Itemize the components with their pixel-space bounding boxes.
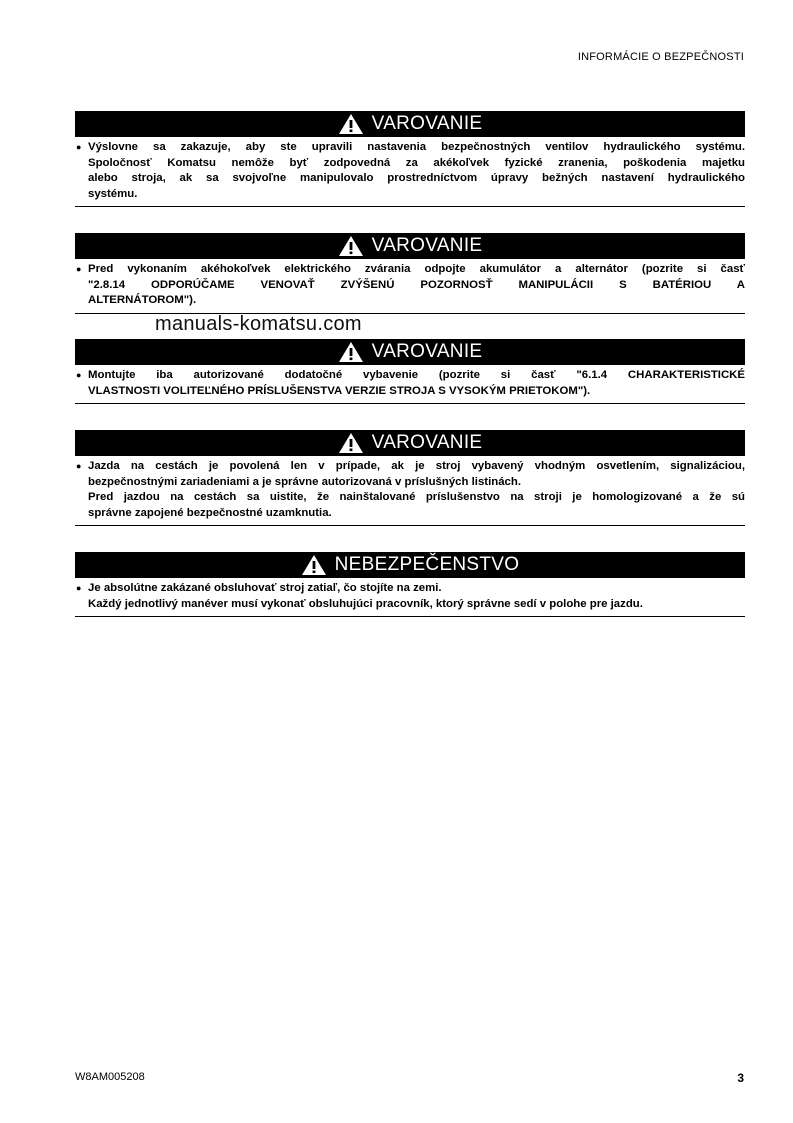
warning-text-line: bezpečnostnými zariadeniami a je správne autorizovaná v príslušných listinách. <box>88 475 521 488</box>
warning-text-line: alebo stroja, ak sa svojvoľne manipulovalo prostredníctvom úpravy bežných nastavení hydraulického <box>88 172 745 184</box>
warning-triangle-icon <box>338 432 364 454</box>
watermark-text: manuals-komatsu.com <box>155 313 362 335</box>
warning-list-item <box>75 140 745 202</box>
warning-heading-text: VAROVANIE <box>371 113 483 134</box>
warning-heading-bar <box>75 430 745 456</box>
danger-heading-text: NEBEZPEČENSTVO <box>334 554 520 575</box>
bullet-icon: ● <box>76 264 82 274</box>
danger-heading-bar <box>75 552 745 578</box>
warning-list-item <box>75 459 745 521</box>
warning-box-equipment <box>75 339 745 404</box>
warning-text-line: Výslovne sa zakazuje, aby ste upravili nastavenia bezpečnostných ventilov hydraulického systému. <box>88 141 745 153</box>
warning-box-welding <box>75 233 745 314</box>
warning-list-item <box>75 262 745 309</box>
warning-heading-text: VAROVANIE <box>371 235 483 256</box>
warning-triangle-icon <box>338 113 364 135</box>
warning-list-item <box>75 581 745 612</box>
bullet-icon: ● <box>76 583 82 593</box>
warning-text-line: správne zapojené bezpečnostné uzamknutia. <box>88 506 332 519</box>
bullet-icon: ● <box>76 370 82 380</box>
bullet-icon: ● <box>76 461 82 471</box>
warning-heading-text: VAROVANIE <box>371 432 483 453</box>
warning-text-line: Montujte iba autorizované dodatočné vybavenie (pozrite si časť "6.1.4 CHARAKTERISTICKÉ <box>88 369 745 381</box>
warning-heading-bar <box>75 111 745 137</box>
warning-box-hydraulic <box>75 111 745 207</box>
bullet-icon: ● <box>76 142 82 152</box>
warning-list-item <box>75 368 745 399</box>
warning-text-line: Každý jednotlivý manéver musí vykonať obsluhujúci pracovník, ktorý správne sedí v polohe pre jazdu. <box>88 597 643 610</box>
warning-triangle-icon <box>338 341 364 363</box>
document-code: W8AM005208 <box>75 1071 145 1083</box>
warning-heading-bar <box>75 339 745 365</box>
warning-text-line: systému. <box>88 187 138 200</box>
page-number: 3 <box>737 1071 744 1085</box>
warning-text-line: "2.8.14 ODPORÚČAME VENOVAŤ ZVÝŠENÚ POZORNOSŤ MANIPULÁCII S BATÉRIOU A <box>88 278 745 291</box>
page-header-title: INFORMÁCIE O BEZPEČNOSTI <box>577 51 744 63</box>
warning-heading-text: VAROVANIE <box>371 341 483 362</box>
warning-text-line: ALTERNÁTOROM"). <box>88 294 197 306</box>
warning-text-line: Pred jazdou na cestách sa uistite, že nainštalované príslušenstvo na stroji je homologizované a že sú <box>88 491 745 503</box>
warning-heading-bar <box>75 233 745 259</box>
warning-text-line: Je absolútne zakázané obsluhovať stroj zatiaľ, čo stojíte na zemi. <box>88 582 442 594</box>
danger-box-operation <box>75 552 745 617</box>
warning-text-line: Spoločnosť Komatsu nemôže byť zodpovedná za akékoľvek fyzické zranenia, poškodenia majetku <box>88 156 745 169</box>
warning-triangle-icon <box>338 235 364 257</box>
warning-text-line: Pred vykonaním akéhokoľvek elektrického zvárania odpojte akumulátor a alternátor (pozrite si časť <box>88 263 745 275</box>
warning-text-line: VLASTNOSTI VOLITEĽNÉHO PRÍSLUŠENSTVA VERZIE STROJA S VYSOKÝM PRIETOKOM"). <box>88 384 591 397</box>
warning-box-road-travel <box>75 430 745 526</box>
warning-text-line: Jazda na cestách je povolená len v prípade, ak je stroj vybavený vhodným osvetlením, signalizáciou, <box>88 460 745 472</box>
warning-triangle-icon <box>301 554 327 576</box>
